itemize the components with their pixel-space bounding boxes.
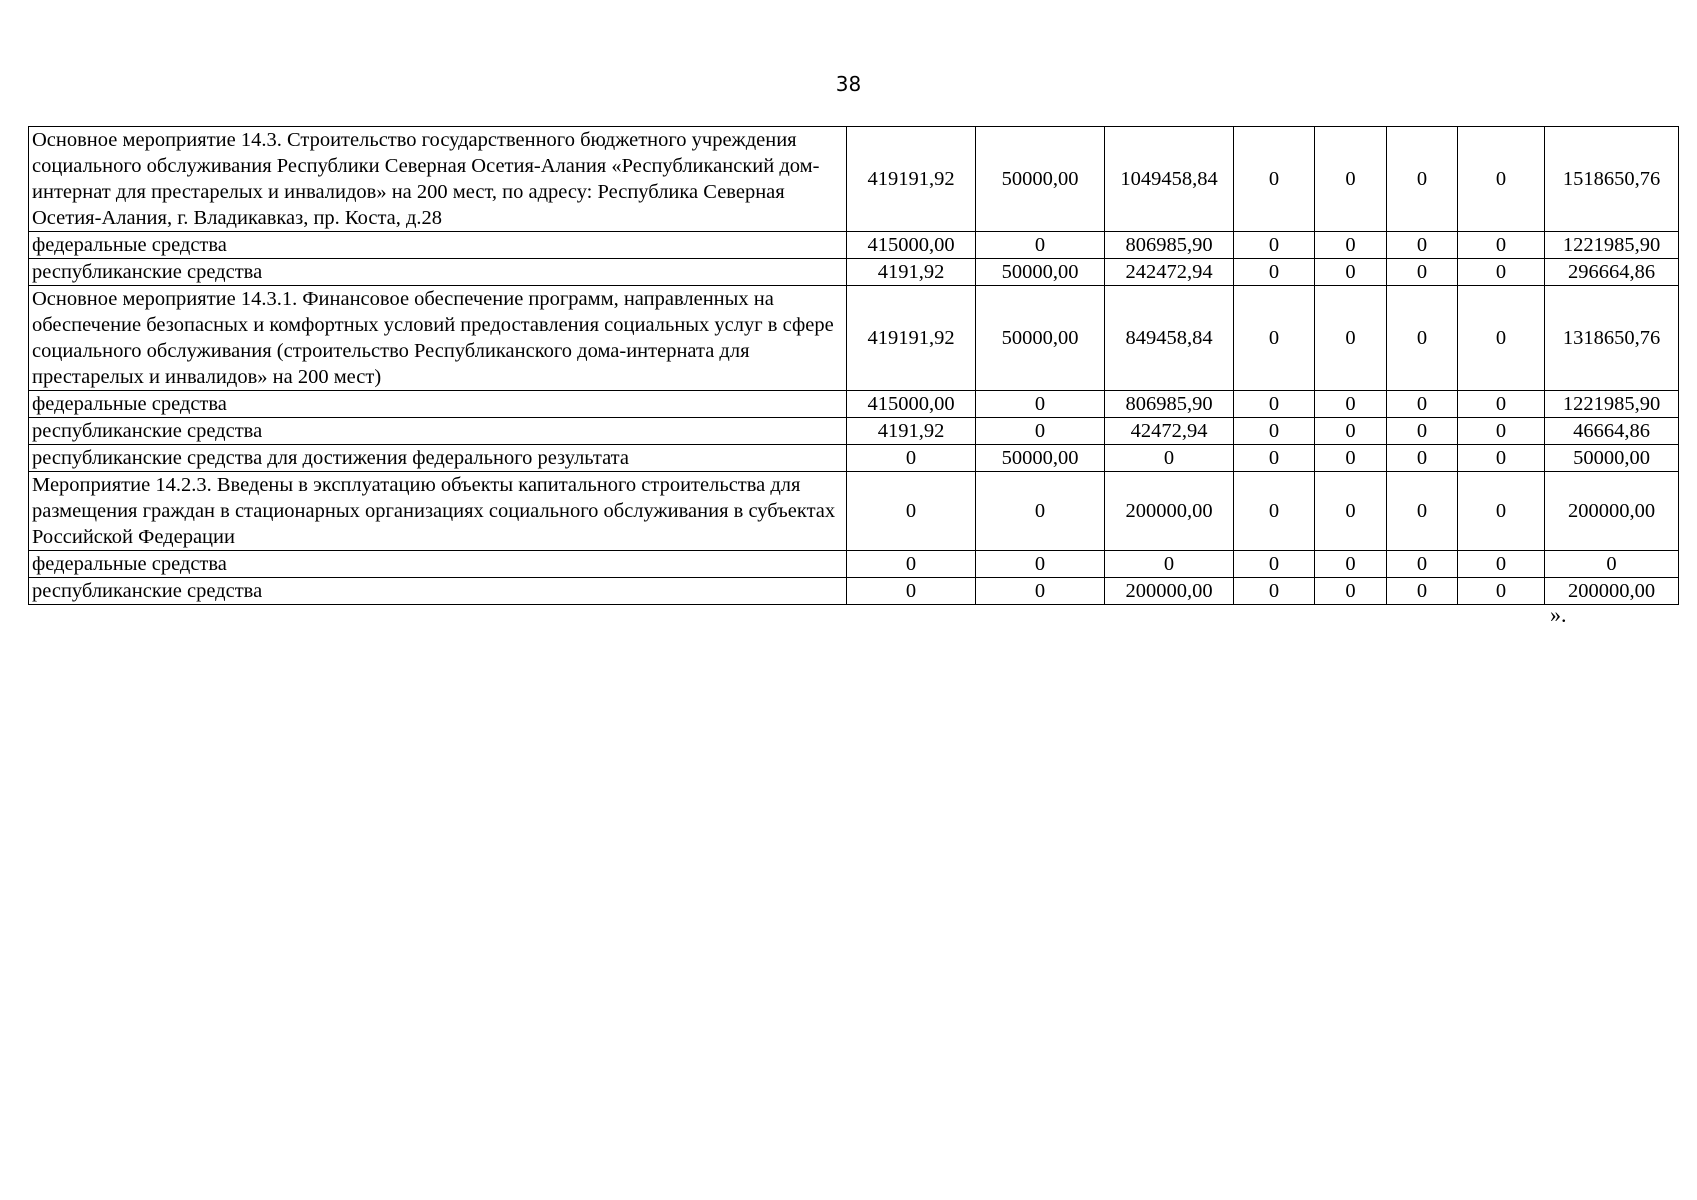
value-cell: 0 xyxy=(1234,127,1315,232)
value-cell: 0 xyxy=(1315,445,1387,472)
value-cell: 0 xyxy=(1315,232,1387,259)
value-cell: 0 xyxy=(1387,445,1458,472)
table-row xyxy=(29,472,1679,551)
value-cell: 415000,00 xyxy=(847,232,976,259)
value-cell: 0 xyxy=(1458,445,1545,472)
value-cell: 419191,92 xyxy=(847,127,976,232)
row-label: федеральные средства xyxy=(29,391,847,418)
value-cell: 0 xyxy=(1458,551,1545,578)
value-cell: 0 xyxy=(1234,391,1315,418)
value-cell: 0 xyxy=(1315,578,1387,605)
value-cell: 0 xyxy=(1315,551,1387,578)
row-label: Основное мероприятие 14.3. Строительство государственного бюджетного учреждения социального обслуживания Республики Северная Осетия-Алания «Республиканский дом-интернат для престарелых и инвалидов» на 200 мест, по адресу: Республика Северная Осетия-Алания, г. Владикавказ, пр. Коста, д.28 xyxy=(29,127,847,232)
value-cell: 0 xyxy=(976,232,1105,259)
value-cell: 0 xyxy=(1234,286,1315,391)
value-cell: 200000,00 xyxy=(1105,578,1234,605)
value-cell: 0 xyxy=(1315,472,1387,551)
value-cell: 419191,92 xyxy=(847,286,976,391)
row-label: республиканские средства xyxy=(29,578,847,605)
value-cell: 0 xyxy=(1387,259,1458,286)
value-cell: 0 xyxy=(1234,418,1315,445)
value-cell: 0 xyxy=(1458,418,1545,445)
table-row xyxy=(29,445,1679,472)
value-cell: 1318650,76 xyxy=(1545,286,1679,391)
value-cell: 46664,86 xyxy=(1545,418,1679,445)
value-cell: 0 xyxy=(1458,232,1545,259)
value-cell: 0 xyxy=(1387,286,1458,391)
value-cell: 0 xyxy=(976,391,1105,418)
value-cell: 0 xyxy=(1387,232,1458,259)
row-label: Основное мероприятие 14.3.1. Финансовое обеспечение программ, направленных на обеспечение безопасных и комфортных условий предоставления социальных услуг в сфере социального обслуживания (строительство Республиканского дома-интерната для престарелых и инвалидов» на 200 мест) xyxy=(29,286,847,391)
value-cell: 50000,00 xyxy=(1545,445,1679,472)
row-label: федеральные средства xyxy=(29,232,847,259)
row-label: Мероприятие 14.2.3. Введены в эксплуатацию объекты капитального строительства для размещения граждан в стационарных организациях социального обслуживания в субъектах Российской Федерации xyxy=(29,472,847,551)
row-label: федеральные средства xyxy=(29,551,847,578)
value-cell: 0 xyxy=(1315,259,1387,286)
value-cell: 0 xyxy=(1315,127,1387,232)
row-label: республиканские средства xyxy=(29,418,847,445)
row-label: республиканские средства xyxy=(29,259,847,286)
value-cell: 50000,00 xyxy=(976,286,1105,391)
page-number: 38 xyxy=(835,72,862,96)
value-cell: 0 xyxy=(847,472,976,551)
value-cell: 0 xyxy=(1105,551,1234,578)
value-cell: 200000,00 xyxy=(1545,472,1679,551)
value-cell: 0 xyxy=(1105,445,1234,472)
value-cell: 0 xyxy=(1234,472,1315,551)
value-cell: 0 xyxy=(1387,578,1458,605)
value-cell: 242472,94 xyxy=(1105,259,1234,286)
value-cell: 0 xyxy=(1234,445,1315,472)
value-cell: 0 xyxy=(976,418,1105,445)
table-row xyxy=(29,127,1679,232)
value-cell: 1221985,90 xyxy=(1545,232,1679,259)
budget-table xyxy=(28,126,1679,605)
value-cell: 0 xyxy=(1458,578,1545,605)
value-cell: 4191,92 xyxy=(847,259,976,286)
table-row xyxy=(29,578,1679,605)
value-cell: 415000,00 xyxy=(847,391,976,418)
closing-quote-mark: ». xyxy=(1550,602,1567,627)
value-cell: 296664,86 xyxy=(1545,259,1679,286)
value-cell: 1518650,76 xyxy=(1545,127,1679,232)
value-cell: 1221985,90 xyxy=(1545,391,1679,418)
value-cell: 0 xyxy=(1387,472,1458,551)
value-cell: 4191,92 xyxy=(847,418,976,445)
value-cell: 0 xyxy=(847,578,976,605)
value-cell: 0 xyxy=(1458,391,1545,418)
table-row xyxy=(29,418,1679,445)
table-row xyxy=(29,286,1679,391)
value-cell: 50000,00 xyxy=(976,259,1105,286)
value-cell: 0 xyxy=(1458,127,1545,232)
value-cell: 0 xyxy=(1234,232,1315,259)
value-cell: 0 xyxy=(1458,472,1545,551)
value-cell: 849458,84 xyxy=(1105,286,1234,391)
value-cell: 0 xyxy=(1234,578,1315,605)
value-cell: 0 xyxy=(1234,259,1315,286)
value-cell: 0 xyxy=(1387,391,1458,418)
value-cell: 0 xyxy=(1315,286,1387,391)
table-row xyxy=(29,259,1679,286)
value-cell: 806985,90 xyxy=(1105,391,1234,418)
value-cell: 0 xyxy=(1234,551,1315,578)
value-cell: 0 xyxy=(1458,286,1545,391)
value-cell: 0 xyxy=(976,551,1105,578)
value-cell: 0 xyxy=(1387,551,1458,578)
value-cell: 0 xyxy=(1387,418,1458,445)
value-cell: 0 xyxy=(847,445,976,472)
value-cell: 200000,00 xyxy=(1105,472,1234,551)
value-cell: 0 xyxy=(1315,418,1387,445)
value-cell: 0 xyxy=(976,578,1105,605)
value-cell: 0 xyxy=(1545,551,1679,578)
value-cell: 0 xyxy=(1387,127,1458,232)
table-row xyxy=(29,232,1679,259)
row-label: республиканские средства для достижения федерального результата xyxy=(29,445,847,472)
table-row xyxy=(29,551,1679,578)
value-cell: 1049458,84 xyxy=(1105,127,1234,232)
value-cell: 0 xyxy=(1458,259,1545,286)
value-cell: 42472,94 xyxy=(1105,418,1234,445)
table-row xyxy=(29,391,1679,418)
value-cell: 0 xyxy=(976,472,1105,551)
value-cell: 50000,00 xyxy=(976,127,1105,232)
value-cell: 0 xyxy=(847,551,976,578)
value-cell: 50000,00 xyxy=(976,445,1105,472)
value-cell: 0 xyxy=(1315,391,1387,418)
value-cell: 200000,00 xyxy=(1545,578,1679,605)
value-cell: 806985,90 xyxy=(1105,232,1234,259)
